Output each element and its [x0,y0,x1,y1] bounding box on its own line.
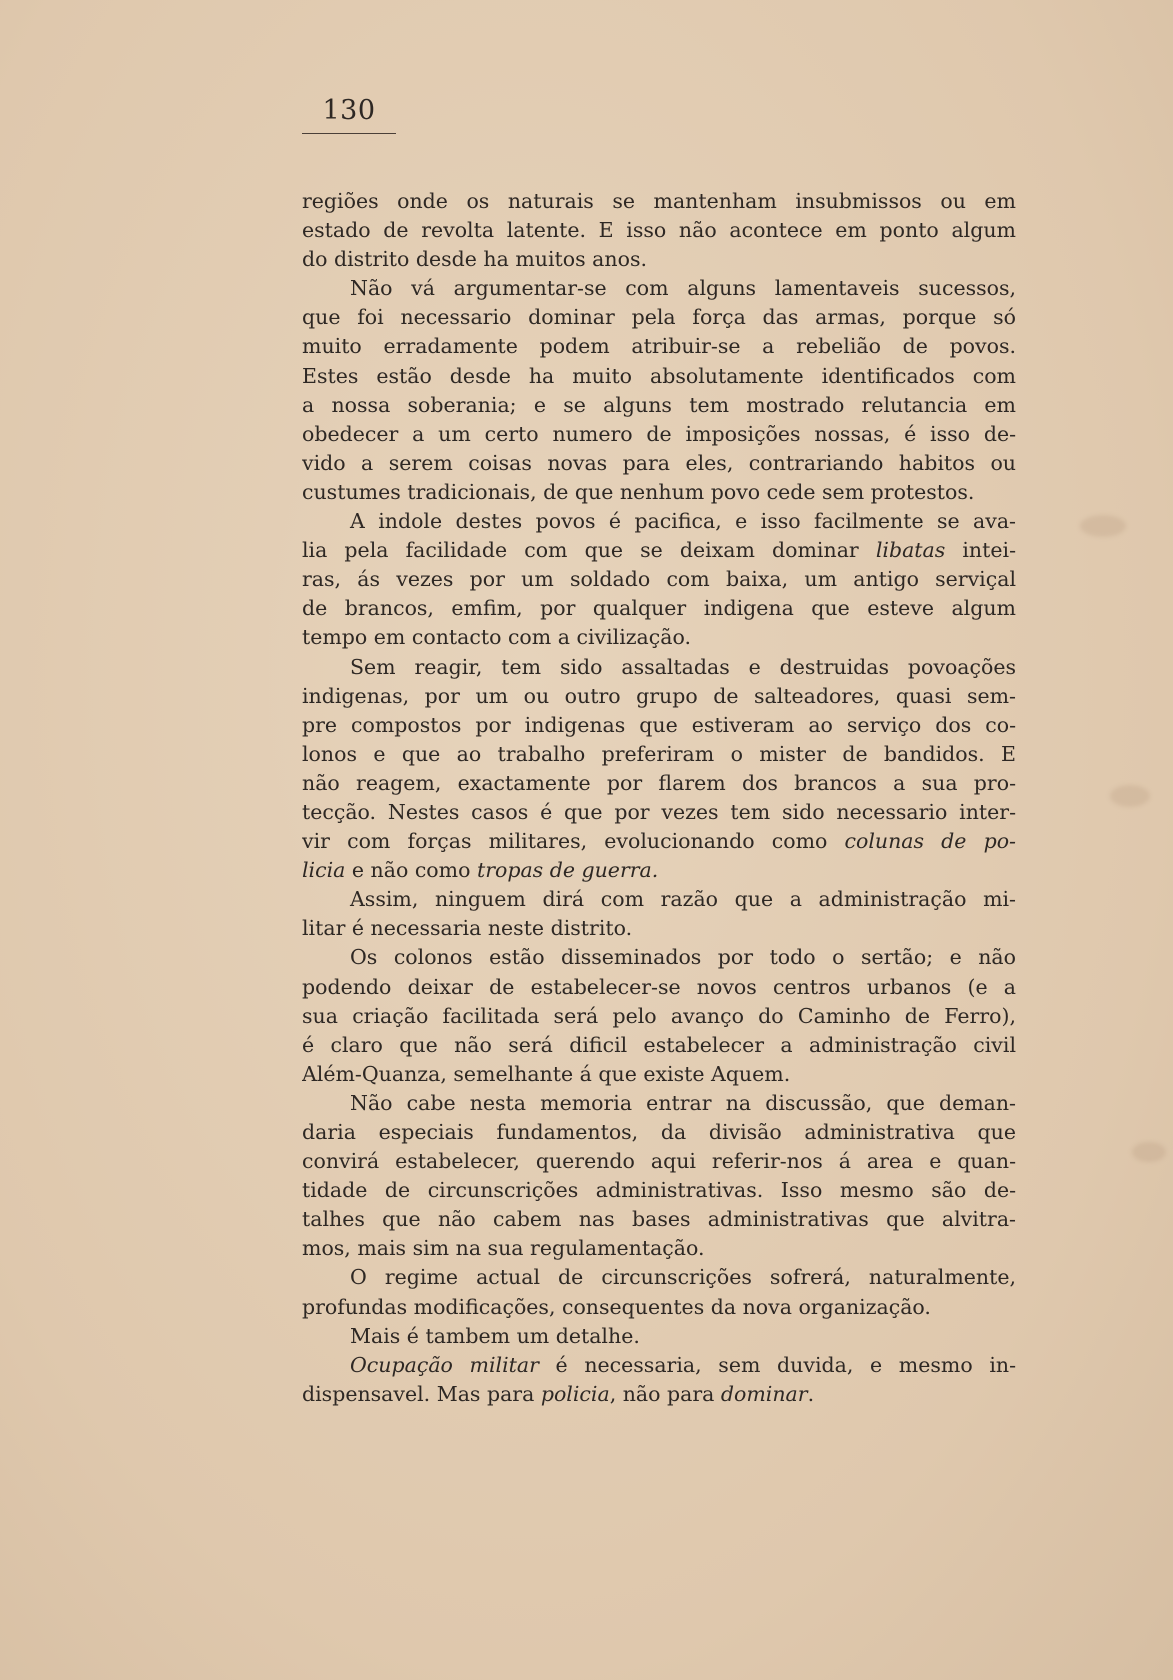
text-line [302,216,1016,245]
text-segment: Assim, ninguem dirá com razão que a administração mi- [350,887,1016,912]
text-line [302,973,1016,1002]
text-line [302,943,1016,972]
text-segment: custumes tradicionais, de que nenhum povo cede sem protestos. [302,479,975,504]
text-line [302,594,1016,623]
text-line [302,478,1016,507]
text-segment: indigenas, por um ou outro grupo de salteadores, quasi sem- [302,683,1016,708]
text-line [302,740,1016,769]
text-segment: daria especiais fundamentos, da divisão administrativa que [302,1120,1016,1144]
italic-text: licia [302,858,346,883]
text-line [302,1322,1016,1351]
text-line [302,1234,1016,1263]
text-line [302,565,1016,594]
paper-stain [1110,785,1150,807]
text-line [302,711,1016,740]
text-line [302,1263,1016,1292]
text-segment: tidade de circunscrições administrativas. Isso mesmo são de- [302,1178,1016,1203]
body-text [302,187,1016,1409]
text-line [302,885,1016,914]
text-segment: pre compostos por indigenas que estiveram ao serviço dos co- [302,712,1016,737]
text-line [302,274,1016,303]
text-segment: A indole destes povos é pacifica, e isso facilmente se ava- [350,509,1016,534]
text-segment: Sem reagir, tem sido assaltadas e destruidas povoações [350,654,1016,679]
text-segment: mos, mais sim na sua regulamentação. [302,1236,705,1261]
text-line [302,1380,1016,1409]
text-segment: litar é necessaria neste distrito. [302,916,633,941]
text-segment: Não cabe nesta memoria entrar na discussão, que deman- [350,1090,1016,1115]
text-segment: tempo em contacto com a civilização. [302,625,691,650]
text-line [302,827,1016,856]
text-segment: vir com forças militares, evolucionando como [302,829,845,854]
text-segment: lia pela facilidade com que se deixam dominar [302,538,876,563]
text-segment: obedecer a um certo numero de imposições nossas, é isso de- [302,421,1016,446]
text-segment: intei- [945,538,1016,563]
text-segment: Além-Quanza, semelhante á que existe Aquem. [302,1061,791,1086]
text-segment: a nossa soberania; e se alguns tem mostrado relutancia em [302,392,1016,417]
italic-text: tropas de guerra. [476,858,659,883]
text-line [302,914,1016,943]
text-line [302,362,1016,391]
text-segment: Os colonos estão disseminados por todo o sertão; e não [350,945,1016,970]
text-segment: , não para [609,1381,721,1406]
text-segment: e não como [345,858,477,883]
text-line [302,1031,1016,1060]
page-number-rule [302,133,396,134]
text-line [302,1351,1016,1380]
text-line [302,187,1016,216]
text-line [302,391,1016,420]
text-line [302,420,1016,449]
text-line [302,1118,1016,1147]
text-segment: regiões onde os naturais se mantenham insubmissos ou em [302,189,1016,213]
text-segment: é claro que não será dificil estabelecer a administração civil [302,1032,1016,1057]
text-line [302,449,1016,478]
text-line [302,245,1016,274]
text-line [302,623,1016,652]
text-segment: estado de revolta latente. E isso não acontece em ponto algum [302,218,1016,243]
text-line [302,1147,1016,1176]
italic-text: policia [540,1381,610,1406]
text-segment: podendo deixar de estabelecer-se novos centros urbanos (e a [302,974,1016,999]
text-segment: é necessaria, sem duvida, e mesmo in- [538,1352,1016,1377]
text-line [302,1205,1016,1234]
text-segment: não reagem, exactamente por flarem dos brancos a sua pro- [302,770,1016,795]
text-segment: dispensavel. Mas para [302,1381,541,1406]
text-line [302,1089,1016,1118]
text-segment: talhes que não cabem nas bases administrativas que alvitra- [302,1207,1016,1232]
text-line [302,682,1016,711]
text-line [302,1060,1016,1089]
text-line [302,1293,1016,1322]
text-line [302,856,1016,885]
text-segment: . [807,1381,815,1406]
paper-stain [1080,515,1126,537]
italic-text: colunas de po- [844,829,1016,854]
text-segment: tecção. Nestes casos é que por vezes tem sido necessario inter- [302,799,1016,824]
text-line [302,303,1016,332]
text-segment: Estes estão desde ha muito absolutamente identificados com [302,363,1016,388]
text-segment: Mais é tambem um detalhe. [350,1323,640,1348]
text-segment: de brancos, emfim, por qualquer indigena que esteve algum [302,596,1016,621]
italic-text: Ocupação militar [350,1352,539,1377]
text-segment: muito erradamente podem atribuir-se a rebelião de povos. [302,334,1016,359]
text-line [302,1002,1016,1031]
text-line [302,769,1016,798]
text-segment: O regime actual de circunscrições sofrerá, naturalmente, [350,1265,1016,1290]
text-segment: sua criação facilitada será pelo avanço do Caminho de Ferro), [302,1003,1016,1028]
italic-text: dominar [720,1381,808,1406]
text-line [302,798,1016,827]
text-line [302,507,1016,536]
text-segment: ras, ás vezes por um soldado com baixa, um antigo serviçal [302,567,1016,592]
page-number: 130 [322,95,376,126]
text-line [302,1176,1016,1205]
text-segment: vido a serem coisas novas para eles, contrariando habitos ou [302,450,1016,475]
text-segment: profundas modificações, consequentes da nova organização. [302,1294,931,1319]
text-segment: que foi necessario dominar pela força das armas, porque só [302,305,1016,330]
text-line [302,653,1016,682]
paper-stain [1132,1142,1166,1162]
text-segment: convirá estabelecer, querendo aqui referir-nos á area e quan- [302,1149,1016,1174]
text-line [302,332,1016,361]
italic-text: libatas [875,538,946,563]
text-segment: lonos e que ao trabalho preferiram o mister de bandidos. E [302,741,1016,766]
text-line [302,536,1016,565]
text-segment: do distrito desde ha muitos anos. [302,247,647,272]
text-segment: Não vá argumentar-se com alguns lamentaveis sucessos, [350,276,1016,301]
